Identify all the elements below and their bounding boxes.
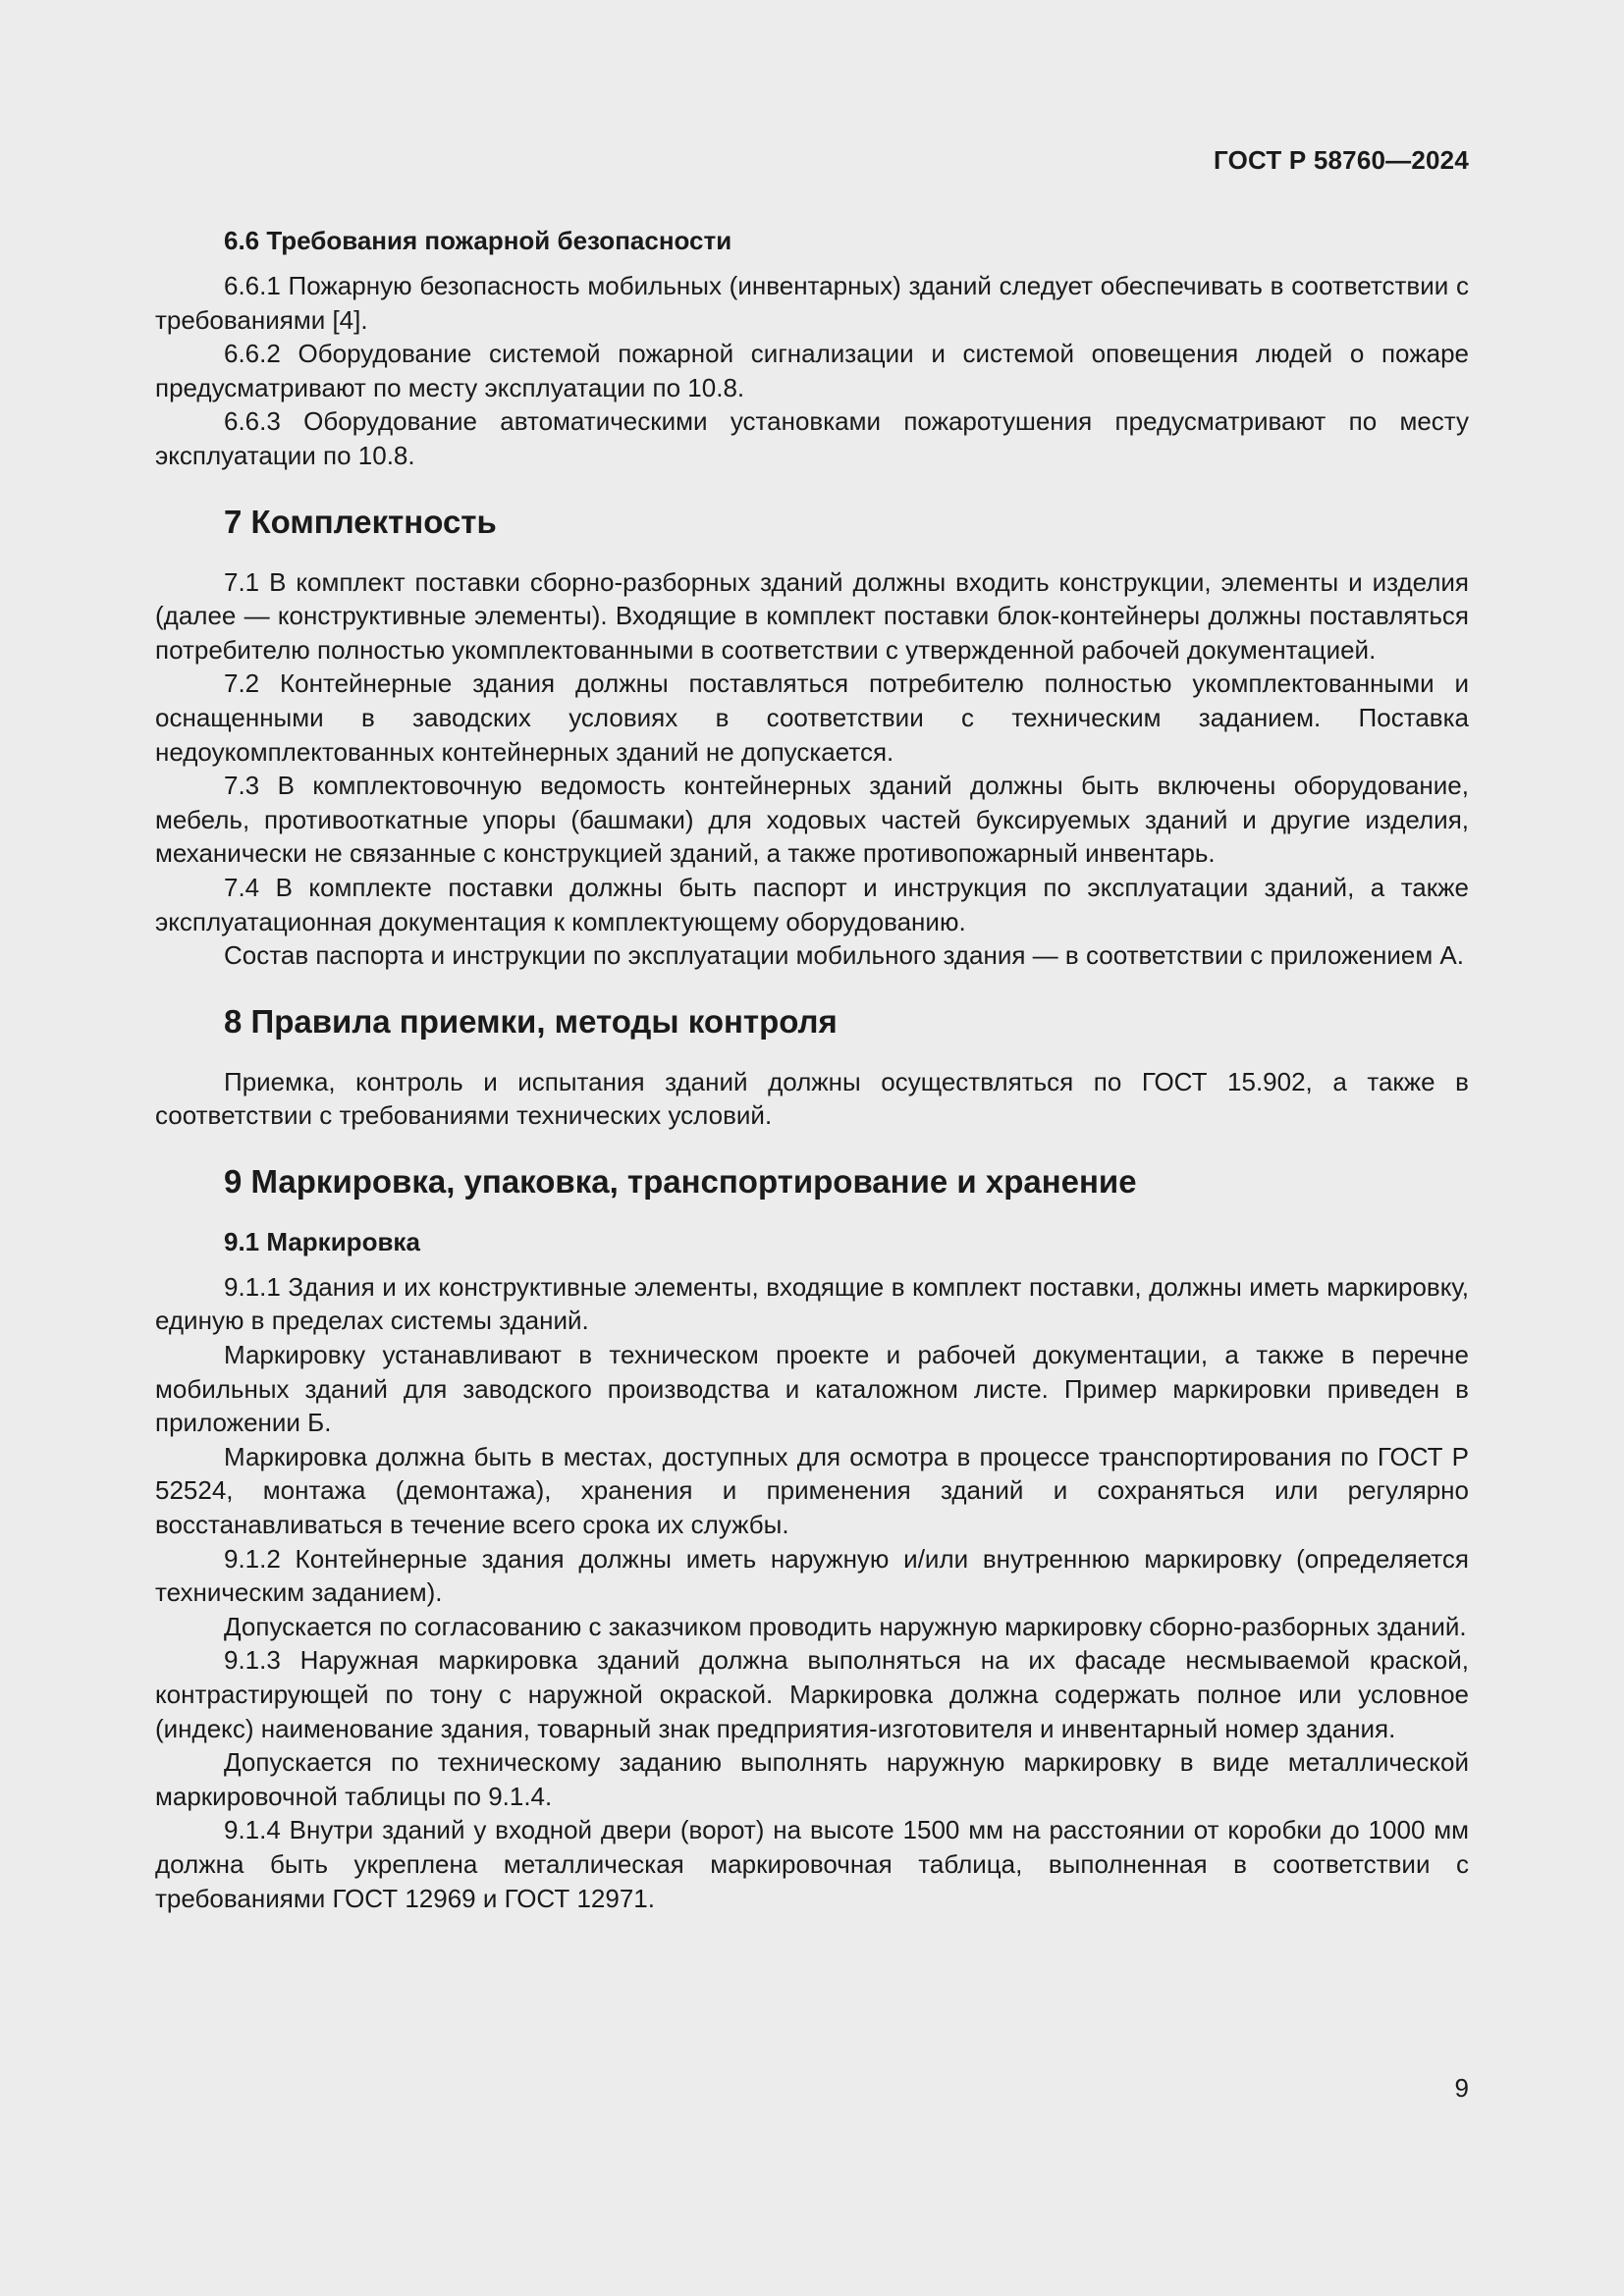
page-number: 9 [1454, 2073, 1469, 2103]
paragraph-9-1-1-b: Маркировку устанавливают в техническом проекте и рабочей документации, а также в перечне мобильных зданий для заводского производства и каталожном листе. Пример маркировки приведен в приложении Б. [155, 1340, 1469, 1438]
paragraph-9-1-3-b: Допускается по техническому заданию выполнять наружную маркировку в виде металлической маркировочной таблицы по 9.1.4. [155, 1747, 1469, 1811]
paragraph-9-1-2: 9.1.2 Контейнерные здания должны иметь наружную и/или внутреннюю маркировку (определяется техническим заданием). [155, 1543, 1469, 1608]
paragraph-7-1: 7.1 В комплект поставки сборно-разборных зданий должны входить конструкции, элементы и изделия (далее — конструктивные элементы). Входящие в комплект поставки блок-контейнеры должны поставляться потребителю полностью укомплектованными в соответствии с утвержденной рабочей документацией. [155, 566, 1469, 665]
section-9-heading: 9 Маркировка, упаковка, транспортирование и хранение [224, 1162, 1137, 1200]
paragraph-9-1-3: 9.1.3 Наружная маркировка зданий должна выполняться на их фасаде несмываемой краской, контрастирующей по тону с наружной окраской. Маркировка должна содержать полное или условное (индекс) наименование здания, товарный знак предприятия-изготовителя и инвентарный номер здания. [155, 1645, 1469, 1743]
section-9-1-heading: 9.1 Маркировка [224, 1226, 420, 1256]
page-body [155, 224, 1469, 1915]
paragraph-9-1-1: 9.1.1 Здания и их конструктивные элементы, входящие в комплект поставки, должны иметь маркировку, единую в пределах системы зданий. [155, 1271, 1469, 1336]
document-code: ГОСТ Р 58760—2024 [1214, 145, 1469, 175]
paragraph-9-1-1-c: Маркировка должна быть в местах, доступных для осмотра в процессе транспортирования по ГОСТ Р 52524, монтажа (демонтажа), хранения и применения зданий и сохраняться или регулярно восстанавливаться в течение всего срока их службы. [155, 1441, 1469, 1540]
paragraph-6-6-2: 6.6.2 Оборудование системой пожарной сигнализации и системой оповещения людей о пожаре предусматривают по месту эксплуатации по 10.8. [155, 339, 1469, 402]
section-8-heading: 8 Правила приемки, методы контроля [224, 1002, 838, 1040]
paragraph-6-6-1: 6.6.1 Пожарную безопасность мобильных (инвентарных) зданий следует обеспечивать в соответствии с требованиями [4]. [155, 271, 1469, 335]
paragraph-7-3: 7.3 В комплектовочную ведомость контейнерных зданий должны быть включены оборудование, мебель, противооткатные упоры (башмаки) для ходовых частей буксируемых зданий и другие изделия, механически не связанные с конструкцией зданий, а также противопожарный инвентарь. [155, 771, 1469, 869]
paragraph-8: Приемка, контроль и испытания зданий должны осуществляться по ГОСТ 15.902, а также в соответствии с требованиями технических условий. [155, 1066, 1469, 1131]
paragraph-7-2: 7.2 Контейнерные здания должны поставляться потребителю полностью укомплектованными и оснащенными в заводских условиях в соответствии с техническим заданием. Поставка недоукомплектованных контейнерных зданий не допускается. [155, 668, 1469, 767]
paragraph-9-1-2-b: Допускается по согласованию с заказчиком проводить наружную маркировку сборно-разборных зданий. [224, 1611, 1467, 1641]
section-7-heading: 7 Комплектность [224, 503, 497, 540]
paragraph-7-4: 7.4 В комплекте поставки должны быть паспорт и инструкция по эксплуатации зданий, а также эксплуатационная документация к комплектующему оборудованию. [155, 872, 1469, 936]
paragraph-7-4-note: Состав паспорта и инструкции по эксплуатации мобильного здания — в соответствии с приложением А. [224, 940, 1464, 971]
paragraph-9-1-4: 9.1.4 Внутри зданий у входной двери (ворот) на высоте 1500 мм на расстоянии от коробки до 1000 мм должна быть укреплена металлическая маркировочная таблица, выполненная в соответствии с требованиями ГОСТ 12969 и ГОСТ 12971. [155, 1815, 1469, 1913]
section-6-6-heading: 6.6 Требования пожарной безопасности [224, 226, 732, 255]
paragraph-6-6-3: 6.6.3 Оборудование автоматическими установками пожаротушения предусматривают по месту эксплуатации по 10.8. [155, 406, 1469, 470]
